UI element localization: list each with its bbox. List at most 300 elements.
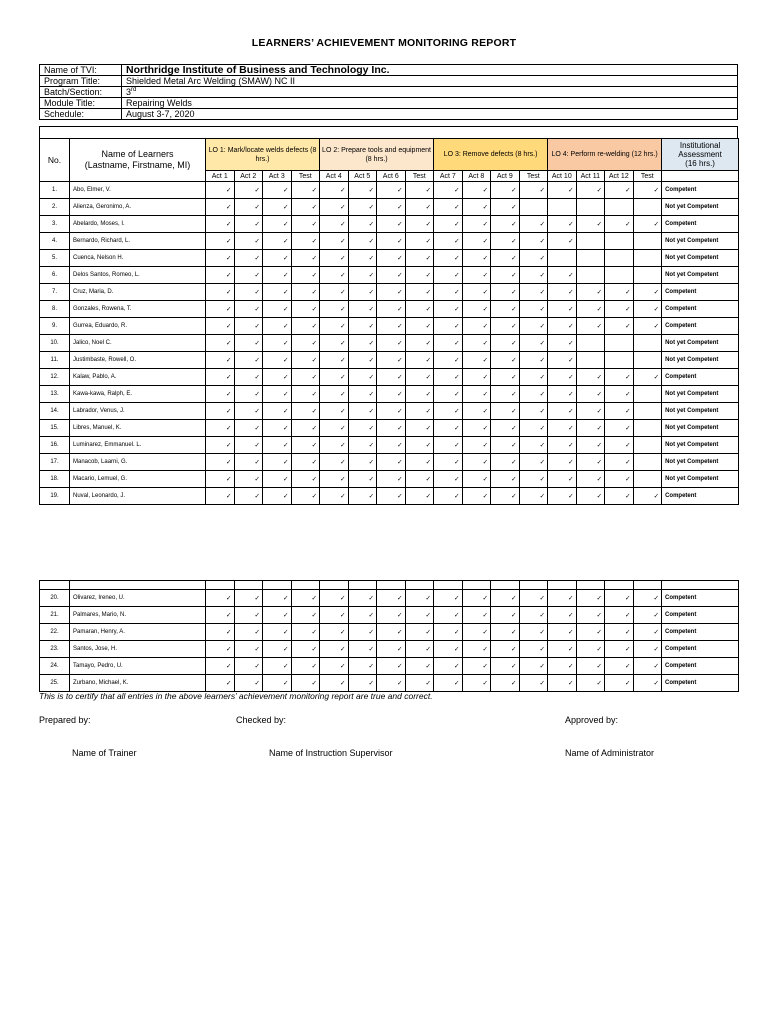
check-icon: ✓ <box>234 437 263 454</box>
check-icon: ✓ <box>462 590 491 607</box>
check-icon: ✓ <box>491 403 520 420</box>
check-icon: ✓ <box>263 182 292 199</box>
check-icon: ✓ <box>348 216 377 233</box>
assessment-result: Not yet Competent <box>662 471 739 488</box>
check-icon: ✓ <box>605 658 634 675</box>
check-icon: ✓ <box>234 624 263 641</box>
learner-row <box>40 369 739 386</box>
check-icon: ✓ <box>462 488 491 505</box>
check-icon: ✓ <box>377 488 406 505</box>
act-header: Act 7 <box>434 171 463 182</box>
learner-name: Palmares, Mario, N. <box>70 607 206 624</box>
check-icon: ✓ <box>519 301 548 318</box>
check-icon: ✓ <box>434 318 463 335</box>
check-icon: ✓ <box>206 199 235 216</box>
assessment-result: Competent <box>662 607 739 624</box>
batch-value: 3 <box>126 87 132 97</box>
learner-number: 24. <box>40 658 70 675</box>
check-icon: ✓ <box>405 301 434 318</box>
act-header: Act 9 <box>491 171 520 182</box>
check-icon: ✓ <box>462 437 491 454</box>
learner-row <box>40 590 739 607</box>
test-header: Test <box>291 171 320 182</box>
check-icon: ✓ <box>291 488 320 505</box>
check-icon: ✓ <box>206 403 235 420</box>
check-icon: ✓ <box>320 182 349 199</box>
check-icon: ✓ <box>348 335 377 352</box>
check-icon: ✓ <box>548 267 577 284</box>
col-header-no: No. <box>40 139 70 182</box>
lo3-header: LO 3: Remove defects (8 hrs.) <box>434 139 548 171</box>
supervisor-name-line: Name of Instruction Supervisor <box>269 748 393 758</box>
check-icon: ✓ <box>320 624 349 641</box>
check-icon: ✓ <box>576 216 605 233</box>
empty-cell <box>605 335 634 352</box>
learner-name: Manacob, Laarni, G. <box>70 454 206 471</box>
check-icon: ✓ <box>605 471 634 488</box>
check-icon: ✓ <box>291 607 320 624</box>
check-icon: ✓ <box>206 675 235 692</box>
learner-name: Kalaw, Pablo, A. <box>70 369 206 386</box>
check-icon: ✓ <box>491 437 520 454</box>
check-icon: ✓ <box>548 233 577 250</box>
report-info-table <box>39 64 738 120</box>
check-icon: ✓ <box>263 658 292 675</box>
blank-row <box>40 581 739 590</box>
tvi-label: Name of TVI: <box>40 65 122 76</box>
check-icon: ✓ <box>548 216 577 233</box>
check-icon: ✓ <box>320 607 349 624</box>
check-icon: ✓ <box>377 658 406 675</box>
learner-name: Olivarez, Ireneo, U. <box>70 590 206 607</box>
test-header: Test <box>519 171 548 182</box>
check-icon: ✓ <box>405 471 434 488</box>
check-icon: ✓ <box>234 607 263 624</box>
act-header: Act 1 <box>206 171 235 182</box>
check-icon: ✓ <box>377 420 406 437</box>
check-icon: ✓ <box>576 386 605 403</box>
check-icon: ✓ <box>291 454 320 471</box>
assessment-subheader <box>662 171 739 182</box>
check-icon: ✓ <box>491 590 520 607</box>
check-icon: ✓ <box>462 216 491 233</box>
check-icon: ✓ <box>377 352 406 369</box>
empty-cell <box>548 250 577 267</box>
check-icon: ✓ <box>462 284 491 301</box>
learner-name: Santos, Jose, H. <box>70 641 206 658</box>
check-icon: ✓ <box>291 318 320 335</box>
check-icon: ✓ <box>633 318 662 335</box>
check-icon: ✓ <box>320 301 349 318</box>
learner-number: 17. <box>40 454 70 471</box>
check-icon: ✓ <box>519 335 548 352</box>
check-icon: ✓ <box>206 386 235 403</box>
check-icon: ✓ <box>633 369 662 386</box>
blank-cell <box>633 581 662 590</box>
assessment-result: Not yet Competent <box>662 199 739 216</box>
module-title: Repairing Welds <box>122 98 738 109</box>
check-icon: ✓ <box>320 335 349 352</box>
check-icon: ✓ <box>348 488 377 505</box>
assessment-result: Competent <box>662 590 739 607</box>
check-icon: ✓ <box>348 658 377 675</box>
assessment-result: Competent <box>662 182 739 199</box>
check-icon: ✓ <box>519 369 548 386</box>
check-icon: ✓ <box>405 233 434 250</box>
check-icon: ✓ <box>576 488 605 505</box>
check-icon: ✓ <box>519 250 548 267</box>
check-icon: ✓ <box>377 437 406 454</box>
check-icon: ✓ <box>291 386 320 403</box>
check-icon: ✓ <box>291 437 320 454</box>
batch-label: Batch/Section: <box>40 87 122 98</box>
module-label: Module Title: <box>40 98 122 109</box>
learners-table-page-1 <box>39 138 739 505</box>
check-icon: ✓ <box>491 675 520 692</box>
check-icon: ✓ <box>320 250 349 267</box>
check-icon: ✓ <box>348 471 377 488</box>
check-icon: ✓ <box>462 641 491 658</box>
check-icon: ✓ <box>348 250 377 267</box>
check-icon: ✓ <box>548 624 577 641</box>
learner-number: 3. <box>40 216 70 233</box>
trainer-name-line: Name of Trainer <box>72 748 137 758</box>
check-icon: ✓ <box>206 488 235 505</box>
check-icon: ✓ <box>519 658 548 675</box>
check-icon: ✓ <box>291 301 320 318</box>
check-icon: ✓ <box>519 216 548 233</box>
check-icon: ✓ <box>405 624 434 641</box>
check-icon: ✓ <box>576 403 605 420</box>
learner-name: Libres, Manuel, K. <box>70 420 206 437</box>
check-icon: ✓ <box>605 386 634 403</box>
check-icon: ✓ <box>377 182 406 199</box>
empty-cell <box>576 267 605 284</box>
check-icon: ✓ <box>263 369 292 386</box>
lo1-header: LO 1: Mark/locate welds defects (8 hrs.) <box>206 139 320 171</box>
check-icon: ✓ <box>519 420 548 437</box>
program-label: Program Title: <box>40 76 122 87</box>
lo4-header: LO 4: Perform re-welding (12 hrs.) <box>548 139 662 171</box>
check-icon: ✓ <box>548 420 577 437</box>
blank-cell <box>434 581 463 590</box>
check-icon: ✓ <box>206 318 235 335</box>
check-icon: ✓ <box>576 624 605 641</box>
prepared-by-label: Prepared by: <box>39 715 91 725</box>
check-icon: ✓ <box>548 488 577 505</box>
assessment-result: Competent <box>662 675 739 692</box>
empty-cell <box>605 233 634 250</box>
check-icon: ✓ <box>320 284 349 301</box>
check-icon: ✓ <box>576 454 605 471</box>
check-icon: ✓ <box>234 318 263 335</box>
check-icon: ✓ <box>462 199 491 216</box>
check-icon: ✓ <box>377 369 406 386</box>
check-icon: ✓ <box>462 658 491 675</box>
check-icon: ✓ <box>291 675 320 692</box>
check-icon: ✓ <box>320 386 349 403</box>
empty-cell <box>633 267 662 284</box>
check-icon: ✓ <box>206 216 235 233</box>
learner-row <box>40 250 739 267</box>
check-icon: ✓ <box>206 233 235 250</box>
check-icon: ✓ <box>462 454 491 471</box>
check-icon: ✓ <box>348 437 377 454</box>
check-icon: ✓ <box>491 352 520 369</box>
check-icon: ✓ <box>576 318 605 335</box>
check-icon: ✓ <box>605 403 634 420</box>
check-icon: ✓ <box>348 420 377 437</box>
check-icon: ✓ <box>405 590 434 607</box>
check-icon: ✓ <box>206 250 235 267</box>
empty-cell <box>576 250 605 267</box>
check-icon: ✓ <box>605 641 634 658</box>
check-icon: ✓ <box>206 352 235 369</box>
check-icon: ✓ <box>291 369 320 386</box>
check-icon: ✓ <box>548 437 577 454</box>
check-icon: ✓ <box>519 267 548 284</box>
learner-name: Gurrea, Eduardo, R. <box>70 318 206 335</box>
check-icon: ✓ <box>291 199 320 216</box>
check-icon: ✓ <box>291 352 320 369</box>
check-icon: ✓ <box>462 335 491 352</box>
check-icon: ✓ <box>462 301 491 318</box>
empty-cell <box>633 454 662 471</box>
check-icon: ✓ <box>320 216 349 233</box>
check-icon: ✓ <box>377 199 406 216</box>
blank-cell <box>605 581 634 590</box>
check-icon: ✓ <box>605 437 634 454</box>
check-icon: ✓ <box>491 250 520 267</box>
check-icon: ✓ <box>405 335 434 352</box>
check-icon: ✓ <box>434 335 463 352</box>
check-icon: ✓ <box>348 607 377 624</box>
check-icon: ✓ <box>234 250 263 267</box>
learner-name: Cruz, Maria, D. <box>70 284 206 301</box>
check-icon: ✓ <box>348 284 377 301</box>
col-header-name <box>70 139 206 182</box>
check-icon: ✓ <box>377 403 406 420</box>
empty-cell <box>548 199 577 216</box>
check-icon: ✓ <box>633 675 662 692</box>
learner-name: Abo, Elmer, V. <box>70 182 206 199</box>
check-icon: ✓ <box>291 420 320 437</box>
batch-section <box>122 87 738 98</box>
check-icon: ✓ <box>263 471 292 488</box>
assessment-line2: Assessment <box>678 150 722 159</box>
check-icon: ✓ <box>348 386 377 403</box>
learner-row <box>40 488 739 505</box>
check-icon: ✓ <box>234 386 263 403</box>
learner-row <box>40 182 739 199</box>
check-icon: ✓ <box>462 250 491 267</box>
lo2-header: LO 2: Prepare tools and equipment (8 hrs.) <box>320 139 434 171</box>
check-icon: ✓ <box>320 471 349 488</box>
check-icon: ✓ <box>348 301 377 318</box>
act-header: Act 12 <box>605 171 634 182</box>
check-icon: ✓ <box>348 590 377 607</box>
act-header: Act 8 <box>462 171 491 182</box>
check-icon: ✓ <box>263 403 292 420</box>
assessment-result: Competent <box>662 369 739 386</box>
check-icon: ✓ <box>263 454 292 471</box>
check-icon: ✓ <box>377 233 406 250</box>
test-header: Test <box>405 171 434 182</box>
check-icon: ✓ <box>519 437 548 454</box>
learner-row <box>40 318 739 335</box>
check-icon: ✓ <box>462 352 491 369</box>
check-icon: ✓ <box>633 301 662 318</box>
empty-cell <box>576 233 605 250</box>
check-icon: ✓ <box>263 267 292 284</box>
check-icon: ✓ <box>605 182 634 199</box>
learner-number: 16. <box>40 437 70 454</box>
check-icon: ✓ <box>291 658 320 675</box>
act-header: Act 6 <box>377 171 406 182</box>
learner-row <box>40 403 739 420</box>
check-icon: ✓ <box>405 420 434 437</box>
check-icon: ✓ <box>548 301 577 318</box>
learner-name: Cuenca, Nelson H. <box>70 250 206 267</box>
check-icon: ✓ <box>234 267 263 284</box>
check-icon: ✓ <box>519 675 548 692</box>
blank-cell <box>548 581 577 590</box>
name-header-line2: (Lastname, Firstname, MI) <box>84 160 191 170</box>
check-icon: ✓ <box>234 216 263 233</box>
check-icon: ✓ <box>548 369 577 386</box>
check-icon: ✓ <box>434 675 463 692</box>
assessment-result: Competent <box>662 301 739 318</box>
approved-by-label: Approved by: <box>565 715 619 725</box>
check-icon: ✓ <box>263 675 292 692</box>
empty-cell <box>633 420 662 437</box>
check-icon: ✓ <box>377 267 406 284</box>
check-icon: ✓ <box>519 182 548 199</box>
check-icon: ✓ <box>291 233 320 250</box>
check-icon: ✓ <box>348 267 377 284</box>
assessment-result: Not yet Competent <box>662 233 739 250</box>
check-icon: ✓ <box>206 420 235 437</box>
act-header: Act 3 <box>263 171 292 182</box>
assessment-result: Competent <box>662 624 739 641</box>
assessment-result: Not yet Competent <box>662 352 739 369</box>
check-icon: ✓ <box>548 590 577 607</box>
check-icon: ✓ <box>491 216 520 233</box>
check-icon: ✓ <box>605 284 634 301</box>
program-title: Shielded Metal Arc Welding (SMAW) NC II <box>122 76 738 87</box>
checked-by-label: Checked by: <box>236 715 287 725</box>
check-icon: ✓ <box>206 607 235 624</box>
learner-name: Abelardo, Moses, I. <box>70 216 206 233</box>
empty-cell <box>633 199 662 216</box>
check-icon: ✓ <box>519 590 548 607</box>
check-icon: ✓ <box>234 352 263 369</box>
check-icon: ✓ <box>263 301 292 318</box>
check-icon: ✓ <box>462 369 491 386</box>
check-icon: ✓ <box>377 216 406 233</box>
blank-cell <box>519 581 548 590</box>
check-icon: ✓ <box>605 318 634 335</box>
check-icon: ✓ <box>548 675 577 692</box>
check-icon: ✓ <box>548 454 577 471</box>
check-icon: ✓ <box>320 199 349 216</box>
learner-number: 21. <box>40 607 70 624</box>
check-icon: ✓ <box>434 369 463 386</box>
learner-name: Luminarez, Emmanuel. L. <box>70 437 206 454</box>
schedule-label: Schedule: <box>40 109 122 120</box>
learner-number: 20. <box>40 590 70 607</box>
check-icon: ✓ <box>320 641 349 658</box>
learner-number: 4. <box>40 233 70 250</box>
check-icon: ✓ <box>434 590 463 607</box>
empty-cell <box>633 352 662 369</box>
learner-row <box>40 420 739 437</box>
assessment-result: Not yet Competent <box>662 454 739 471</box>
learner-number: 7. <box>40 284 70 301</box>
blank-cell <box>405 581 434 590</box>
empty-cell <box>633 335 662 352</box>
check-icon: ✓ <box>348 454 377 471</box>
check-icon: ✓ <box>234 403 263 420</box>
check-icon: ✓ <box>462 420 491 437</box>
check-icon: ✓ <box>206 590 235 607</box>
check-icon: ✓ <box>320 675 349 692</box>
check-icon: ✓ <box>291 267 320 284</box>
check-icon: ✓ <box>491 641 520 658</box>
check-icon: ✓ <box>576 284 605 301</box>
learner-row <box>40 216 739 233</box>
check-icon: ✓ <box>405 488 434 505</box>
check-icon: ✓ <box>434 267 463 284</box>
check-icon: ✓ <box>576 641 605 658</box>
blank-cell <box>491 581 520 590</box>
check-icon: ✓ <box>576 607 605 624</box>
check-icon: ✓ <box>462 233 491 250</box>
check-icon: ✓ <box>519 233 548 250</box>
check-icon: ✓ <box>291 624 320 641</box>
check-icon: ✓ <box>519 386 548 403</box>
check-icon: ✓ <box>291 216 320 233</box>
check-icon: ✓ <box>548 352 577 369</box>
check-icon: ✓ <box>633 216 662 233</box>
check-icon: ✓ <box>491 386 520 403</box>
learner-number: 14. <box>40 403 70 420</box>
assessment-result: Not yet Competent <box>662 403 739 420</box>
check-icon: ✓ <box>633 624 662 641</box>
check-icon: ✓ <box>548 182 577 199</box>
check-icon: ✓ <box>377 675 406 692</box>
check-icon: ✓ <box>320 454 349 471</box>
check-icon: ✓ <box>491 199 520 216</box>
blank-cell <box>206 581 235 590</box>
check-icon: ✓ <box>519 607 548 624</box>
empty-cell <box>633 233 662 250</box>
check-icon: ✓ <box>434 199 463 216</box>
blank-cell <box>377 581 406 590</box>
check-icon: ✓ <box>405 352 434 369</box>
check-icon: ✓ <box>206 301 235 318</box>
check-icon: ✓ <box>434 386 463 403</box>
check-icon: ✓ <box>434 284 463 301</box>
check-icon: ✓ <box>348 641 377 658</box>
learner-row <box>40 233 739 250</box>
check-icon: ✓ <box>548 607 577 624</box>
check-icon: ✓ <box>263 199 292 216</box>
check-icon: ✓ <box>434 488 463 505</box>
check-icon: ✓ <box>434 641 463 658</box>
learner-row <box>40 658 739 675</box>
check-icon: ✓ <box>434 352 463 369</box>
